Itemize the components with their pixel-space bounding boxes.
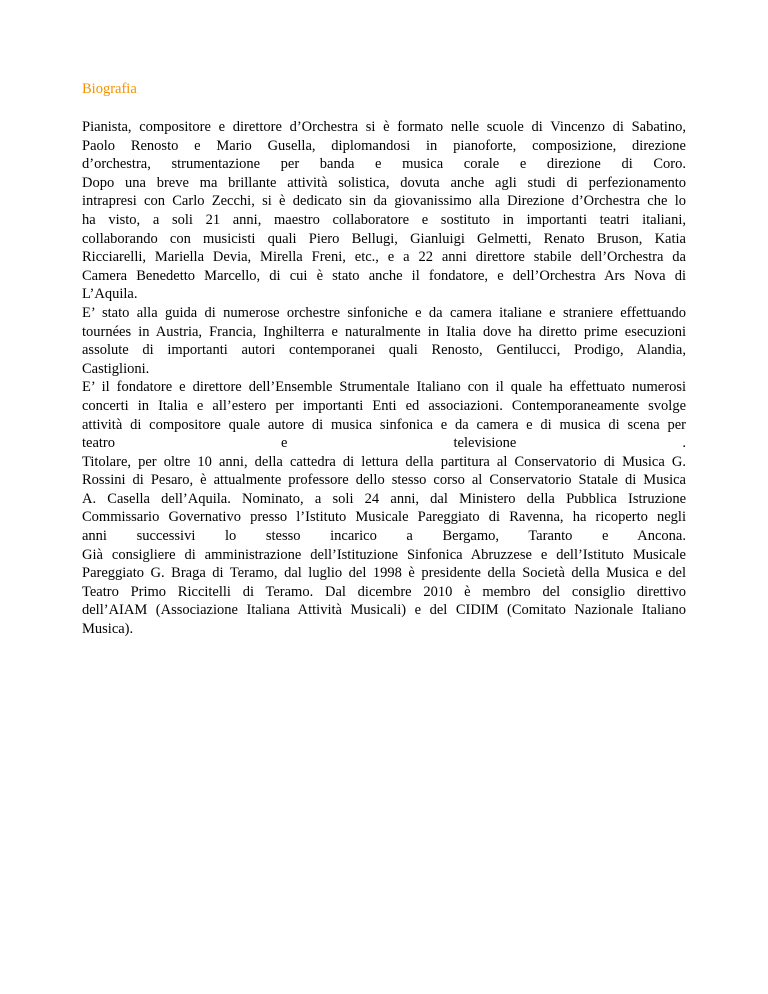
text-line: d’orchestra, strumentazione per banda e musica corale e direzione di Coro. bbox=[82, 156, 686, 173]
text-line: assolute di importanti autori contemporanei quali Renosto, Gentilucci, Prodigo, Alandia, bbox=[82, 342, 686, 359]
text-line: Ricciarelli, Mariella Devia, Mirella Freni, etc., e a 22 anni direttore stabile dell’Orchestra da bbox=[82, 249, 686, 266]
text-line: A. Casella dell’Aquila. Nominato, a soli 24 anni, dal Ministero della Pubblica Istruzione bbox=[82, 490, 686, 507]
text-line: dell’AIAM (Associazione Italiana Attività Musicali) e del CIDIM (Comitato Nazionale Italiano bbox=[82, 602, 686, 619]
text-line: L’Aquila. bbox=[82, 286, 138, 303]
text-line: Castiglioni. bbox=[82, 360, 150, 377]
text-line: Paolo Renosto e Mario Gusella, diplomandosi in pianoforte, composizione, direzione bbox=[82, 137, 686, 154]
text-line: concerti in Italia e all’estero per importanti Enti ed associazioni. Contemporaneamente svolge bbox=[82, 397, 686, 414]
text-line: attività di compositore quale autore di musica sinfonica e da camera e di musica di scena per bbox=[82, 416, 686, 433]
text-line: intrapresi con Carlo Zecchi, si è dedicato sin da giovanissimo alla Direzione d’Orchestra che lo bbox=[82, 193, 686, 210]
document-page bbox=[82, 80, 686, 639]
text-line: teatro e televisione . bbox=[82, 435, 686, 452]
text-line: ha visto, a soli 21 anni, maestro collaboratore e sostituto in importanti teatri italiani, bbox=[82, 211, 686, 228]
text-line: E’ stato alla guida di numerose orchestre sinfoniche e da camera italiane e straniere effettuando bbox=[82, 304, 686, 321]
text-line: anni successivi lo stesso incarico a Bergamo, Taranto e Ancona. bbox=[82, 528, 686, 545]
text-line: Titolare, per oltre 10 anni, della cattedra di lettura della partitura al Conservatorio di Musica G. bbox=[82, 453, 686, 470]
section-title: Biografia bbox=[82, 81, 137, 97]
text-line: Pareggiato G. Braga di Teramo, dal luglio del 1998 è presidente della Società della Musica e del bbox=[82, 565, 686, 582]
text-line: Musica). bbox=[82, 621, 134, 638]
text-line: Rossini di Pesaro, è attualmente professore dello stesso corso al Conservatorio Statale di Musica bbox=[82, 472, 686, 489]
text-line: Dopo una breve ma brillante attività solistica, dovuta anche agli studi di perfezionamento bbox=[82, 174, 686, 191]
text-line: Teatro Primo Riccitelli di Teramo. Dal dicembre 2010 è membro del consiglio direttivo bbox=[82, 583, 686, 600]
text-line: Commissario Governativo presso l’Istituto Musicale Pareggiato di Ravenna, ha ricoperto negli bbox=[82, 509, 686, 526]
text-line: Pianista, compositore e direttore d’Orchestra si è formato nelle scuole di Vincenzo di Sabatino, bbox=[82, 119, 686, 135]
biography-body bbox=[82, 118, 686, 639]
text-line: E’ il fondatore e direttore dell’Ensemble Strumentale Italiano con il quale ha effettuato numerosi bbox=[82, 379, 686, 396]
text-line: Camera Benedetto Marcello, di cui è stato anche il fondatore, e dell’Orchestra Ars Nova di bbox=[82, 267, 686, 284]
text-line: collaborando con musicisti quali Piero Bellugi, Gianluigi Gelmetti, Renato Bruson, Katia bbox=[82, 230, 686, 247]
text-line: Già consigliere di amministrazione dell’Istituzione Sinfonica Abruzzese e dell’Istituto Musicale bbox=[82, 546, 686, 563]
text-line: tournées in Austria, Francia, Inghilterra e naturalmente in Italia dove ha diretto prime esecuzioni bbox=[82, 323, 686, 340]
